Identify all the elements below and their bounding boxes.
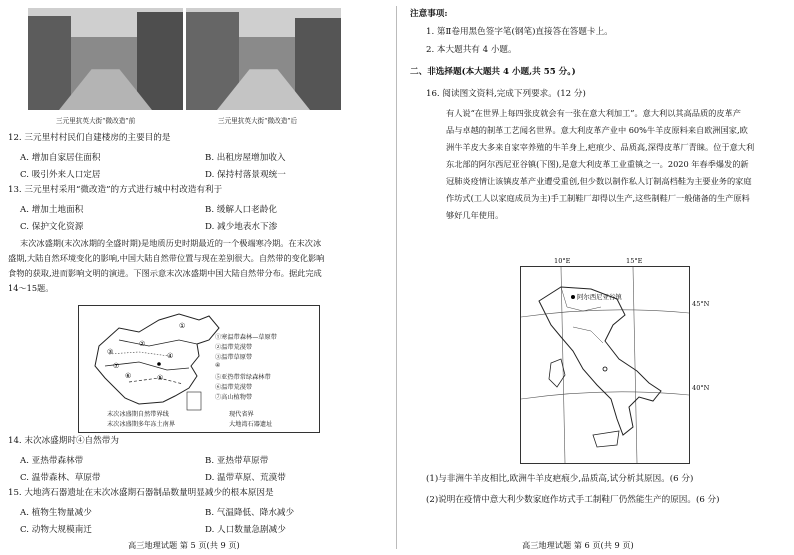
- q13-option-d: D. 减少地表水下渗: [205, 222, 278, 232]
- legend-6: ⑥温带荒漠带: [215, 384, 253, 391]
- town-label: 阿尔西尼亚谷镇: [577, 293, 622, 301]
- china-outline: [95, 314, 219, 404]
- svg-text:⑥: ⑥: [125, 372, 132, 380]
- q12-stem: 12. 三元里村村民们自建楼房的主要目的是: [8, 133, 171, 143]
- intro-line-2: 盛期,大陆自然环境变化的影响,中国大陆自然带位置与现在差别很大。自然带的变化影响: [8, 253, 325, 263]
- notice-2: 2. 本大题共有 4 小题。: [426, 45, 517, 55]
- notice-title: 注意事项:: [410, 9, 448, 19]
- italy-outline: [539, 287, 661, 435]
- legend-1: ①寒温带森林—草原带: [215, 334, 277, 341]
- q15-option-b: B. 气温降低、降水减少: [205, 508, 295, 518]
- lon-10-label: 10°E: [554, 257, 571, 265]
- q15-option-c: C. 动物大规模南迁: [20, 525, 92, 535]
- q14-option-a: A. 亚热带森林带: [20, 456, 84, 466]
- notice-1: 1. 第Ⅱ卷用黑色签字笔(钢笔)直接答在答题卡上。: [426, 27, 613, 37]
- q12-option-c: C. 吸引外来人口定居: [20, 170, 101, 180]
- intro-line-3: 食物的获取,进而影响文明的演进。下图示意末次冰盛期中国大陆自然带分布。据此完成: [8, 268, 322, 278]
- svg-text:⑤: ⑤: [157, 374, 164, 382]
- svg-text:①: ①: [179, 322, 186, 330]
- q14-stem: 14. 末次冰盛期时④自然带为: [8, 436, 119, 446]
- right-footer: 高三地理试题 第 6 页(共 9 页): [522, 540, 634, 550]
- lat-45-label: 45°N: [692, 300, 710, 308]
- svg-text:⑦: ⑦: [113, 362, 120, 370]
- q13-option-b: B. 缓解人口老龄化: [205, 205, 277, 215]
- page-divider: [396, 6, 397, 549]
- q14-option-b: B. 亚热带草原带: [205, 456, 269, 466]
- q15-option-a: A. 植物生物量减少: [20, 508, 92, 518]
- q16-line-3: 洲牛羊皮大多来自家宰养殖的牛羊身上,疤痕少、品质高,深得皮革厂青睐。位于意大利: [446, 142, 755, 152]
- caption-after: 三元里抗英大街“微改造”后: [218, 117, 298, 125]
- photo-after: [186, 8, 341, 110]
- lon-15-label: 15°E: [626, 257, 643, 265]
- q16-line-1: 有人说“在世界上每四张皮就会有一张在意大利加工”。意大利以其高品质的皮革产: [446, 108, 741, 118]
- left-footer: 高三地理试题 第 5 页(共 9 页): [128, 540, 240, 550]
- legend-4: ④: [215, 362, 221, 369]
- q12-option-d: D. 保持村落景观统一: [205, 170, 286, 180]
- line-legend-4: 大地湾石器遗址: [229, 421, 273, 428]
- italy-map: [520, 266, 690, 464]
- legend-3: ③温带草原带: [215, 354, 253, 361]
- q13-option-c: C. 保护文化资源: [20, 222, 84, 232]
- q16-line-4: 东北部的阿尔西尼亚谷镇(下图),是意大利皮革工业重镇之一。2020 年春季爆发的新: [446, 159, 749, 169]
- q16-stem: 16. 阅读图文资料,完成下列要求。(12 分): [426, 89, 586, 99]
- q13-option-a: A. 增加土地面积: [20, 205, 84, 215]
- q16-part-2: (2)说明在疫情中意大利少数家庭作坊式手工制鞋厂仍然能生产的原因。(6 分): [426, 495, 720, 505]
- right-page: [398, 0, 794, 555]
- intro-line-1: 末次冰盛期(末次冰期的全盛时期)是地质历史时期最近的一个极端寒冷期。在末次冰: [20, 238, 322, 248]
- q16-part-1: (1)与非洲牛羊皮相比,欧洲牛羊皮疤痕少,品质高,试分析其原因。(6 分): [426, 474, 694, 484]
- q15-stem: 15. 大地湾石器遗址在末次冰盛期石器制品数量明显减少的根本原因是: [8, 488, 274, 498]
- svg-text:③: ③: [107, 348, 114, 356]
- left-page: [0, 0, 395, 555]
- q13-stem: 13. 三元里村采用“微改造”的方式进行城中村改造有利于: [8, 185, 223, 195]
- photo-before: [28, 8, 183, 110]
- legend-2: ②温带荒漠带: [215, 344, 253, 351]
- q12-option-a: A. 增加自家居住面积: [20, 153, 101, 163]
- svg-text:②: ②: [139, 340, 146, 348]
- caption-before: 三元里抗英大街“微改造”前: [56, 117, 136, 125]
- legend-7: ⑦高山植物带: [215, 394, 253, 401]
- q14-option-c: C. 温带森林、草原带: [20, 473, 101, 483]
- q15-option-d: D. 人口数量急剧减少: [205, 525, 286, 535]
- intro-line-4: 14～15题。: [8, 283, 54, 293]
- line-legend-2: 末次冰盛期多年冻土南界: [107, 421, 176, 428]
- legend-5: ⑤亚热带常绿森林带: [215, 374, 271, 381]
- q16-line-5: 冠肺炎疫情让该镇皮革产业遭受重创,但少数以制作私人订制高档鞋为主要业务的家庭: [446, 176, 752, 186]
- q14-option-d: D. 温带草原、荒漠带: [205, 473, 286, 483]
- china-vegetation-map: [78, 305, 320, 433]
- line-legend-3: 现代省界: [229, 411, 254, 418]
- lat-40-label: 40°N: [692, 384, 710, 392]
- q16-line-7: 够好几年使用。: [446, 210, 504, 220]
- q16-line-2: 品与卓越的制革工艺闻名世界。意大利皮革产业中 60%牛羊皮原料来自欧洲国家,欧: [446, 125, 748, 135]
- line-legend-1: 末次冰盛期自然带界线: [107, 411, 169, 418]
- q16-line-6: 作坊式(工人以家庭成员为主)手工制鞋厂却得以生产,这些制鞋厂一般储备的生产原料: [446, 193, 750, 203]
- section-title: 二、非选择题(本大题共 4 小题,共 55 分。): [410, 67, 576, 77]
- svg-text:④: ④: [167, 352, 174, 360]
- q12-option-b: B. 出租房屋增加收入: [205, 153, 286, 163]
